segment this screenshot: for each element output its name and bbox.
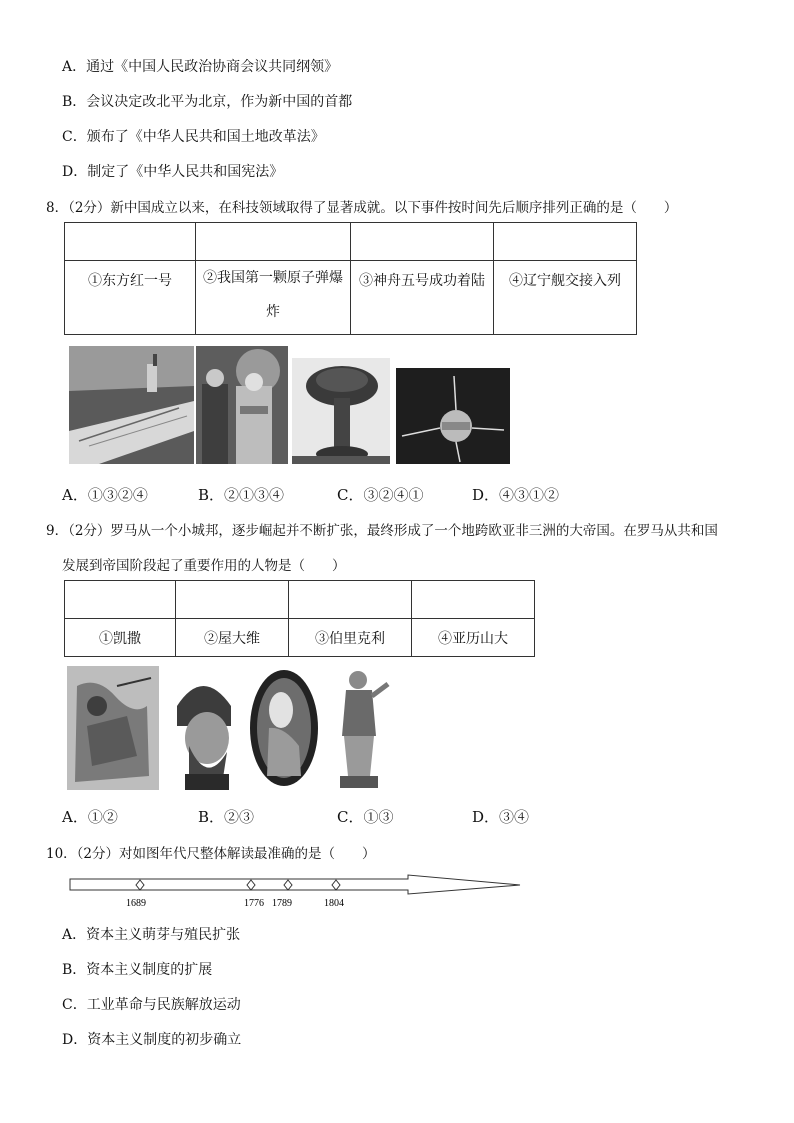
q9-stem-line2: 发展到帝国阶段起了重要作用的人物是（ ）	[62, 558, 346, 574]
astronaut-photo	[196, 346, 288, 464]
q8-option-b: B．②①③④	[198, 486, 285, 504]
timeline-diagram	[68, 872, 528, 916]
q8-options	[62, 484, 559, 505]
q9-option-d: D．③④	[472, 808, 530, 826]
helmeted-bust-photo	[167, 666, 239, 790]
q10-option-c: C．工业革命与民族解放运动	[62, 997, 241, 1013]
q8-cell-1: ①东方红一号	[65, 261, 196, 335]
q8-option-d: D．④③①②	[472, 486, 560, 504]
q8-cell-2	[196, 261, 351, 335]
q9-option-a: A．①②	[62, 808, 118, 826]
q9-cell-2: ②屋大维	[176, 619, 289, 657]
q8-stem: 8．（2分）新中国成立以来，在科技领域取得了显著成就。以下事件按时间先后顺序排列正确的是（ ）	[46, 200, 678, 216]
q9-cell-4: ④亚历山大	[412, 619, 535, 657]
timeline-svg	[68, 872, 528, 912]
q8-cell-2-line1: ②我国第一颗原子弹爆	[203, 270, 343, 286]
q7-option-b: B．会议决定改北平为北京，作为新中国的首都	[62, 94, 353, 110]
q7-option-d: D．制定了《中华人民共和国宪法》	[62, 164, 284, 180]
q10-option-a: A．资本主义萌芽与殖民扩张	[62, 927, 241, 943]
q9-option-c: C．①③	[337, 808, 394, 826]
mosaic-photo	[67, 666, 159, 790]
q7-option-a: A．通过《中国人民政治协商会议共同纲领》	[62, 59, 339, 75]
q9-cell-3: ③伯里克利	[289, 619, 412, 657]
satellite-photo	[396, 368, 510, 464]
q9-option-b: B．②③	[198, 808, 255, 826]
q8-option-a: A．①③②④	[62, 486, 148, 504]
q8-cell-4: ④辽宁舰交接入列	[494, 261, 637, 335]
q9-stem-line1: 9．（2分）罗马从一个小城邦，逐步崛起并不断扩张，最终形成了一个地跨欧亚非三洲的大帝国。在罗马从共和国	[46, 523, 718, 539]
cameo-portrait-photo	[247, 666, 321, 790]
statue-photo	[330, 666, 394, 790]
q9-options	[62, 806, 529, 827]
q8-table	[64, 222, 637, 335]
q10-option-d: D．资本主义制度的初步确立	[62, 1032, 242, 1048]
timeline-year-1776: 1776	[244, 898, 264, 909]
timeline-year-1689: 1689	[126, 898, 146, 909]
q10-stem: 10．（2分）对如图年代尺整体解读最准确的是（ ）	[46, 846, 376, 862]
mushroom-cloud-photo	[292, 358, 390, 464]
q8-cell-2-line2: 炸	[266, 304, 280, 320]
aircraft-carrier-photo	[69, 346, 194, 464]
q10-option-b: B．资本主义制度的扩展	[62, 962, 213, 978]
timeline-year-1804: 1804	[324, 898, 344, 909]
q8-cell-3: ③神舟五号成功着陆	[351, 261, 494, 335]
timeline-year-1789: 1789	[272, 898, 292, 909]
q9-cell-1: ①凯撒	[65, 619, 176, 657]
q9-table	[64, 580, 535, 657]
q7-option-c: C．颁布了《中华人民共和国土地改革法》	[62, 129, 325, 145]
q8-option-c: C．③②④①	[337, 486, 424, 504]
